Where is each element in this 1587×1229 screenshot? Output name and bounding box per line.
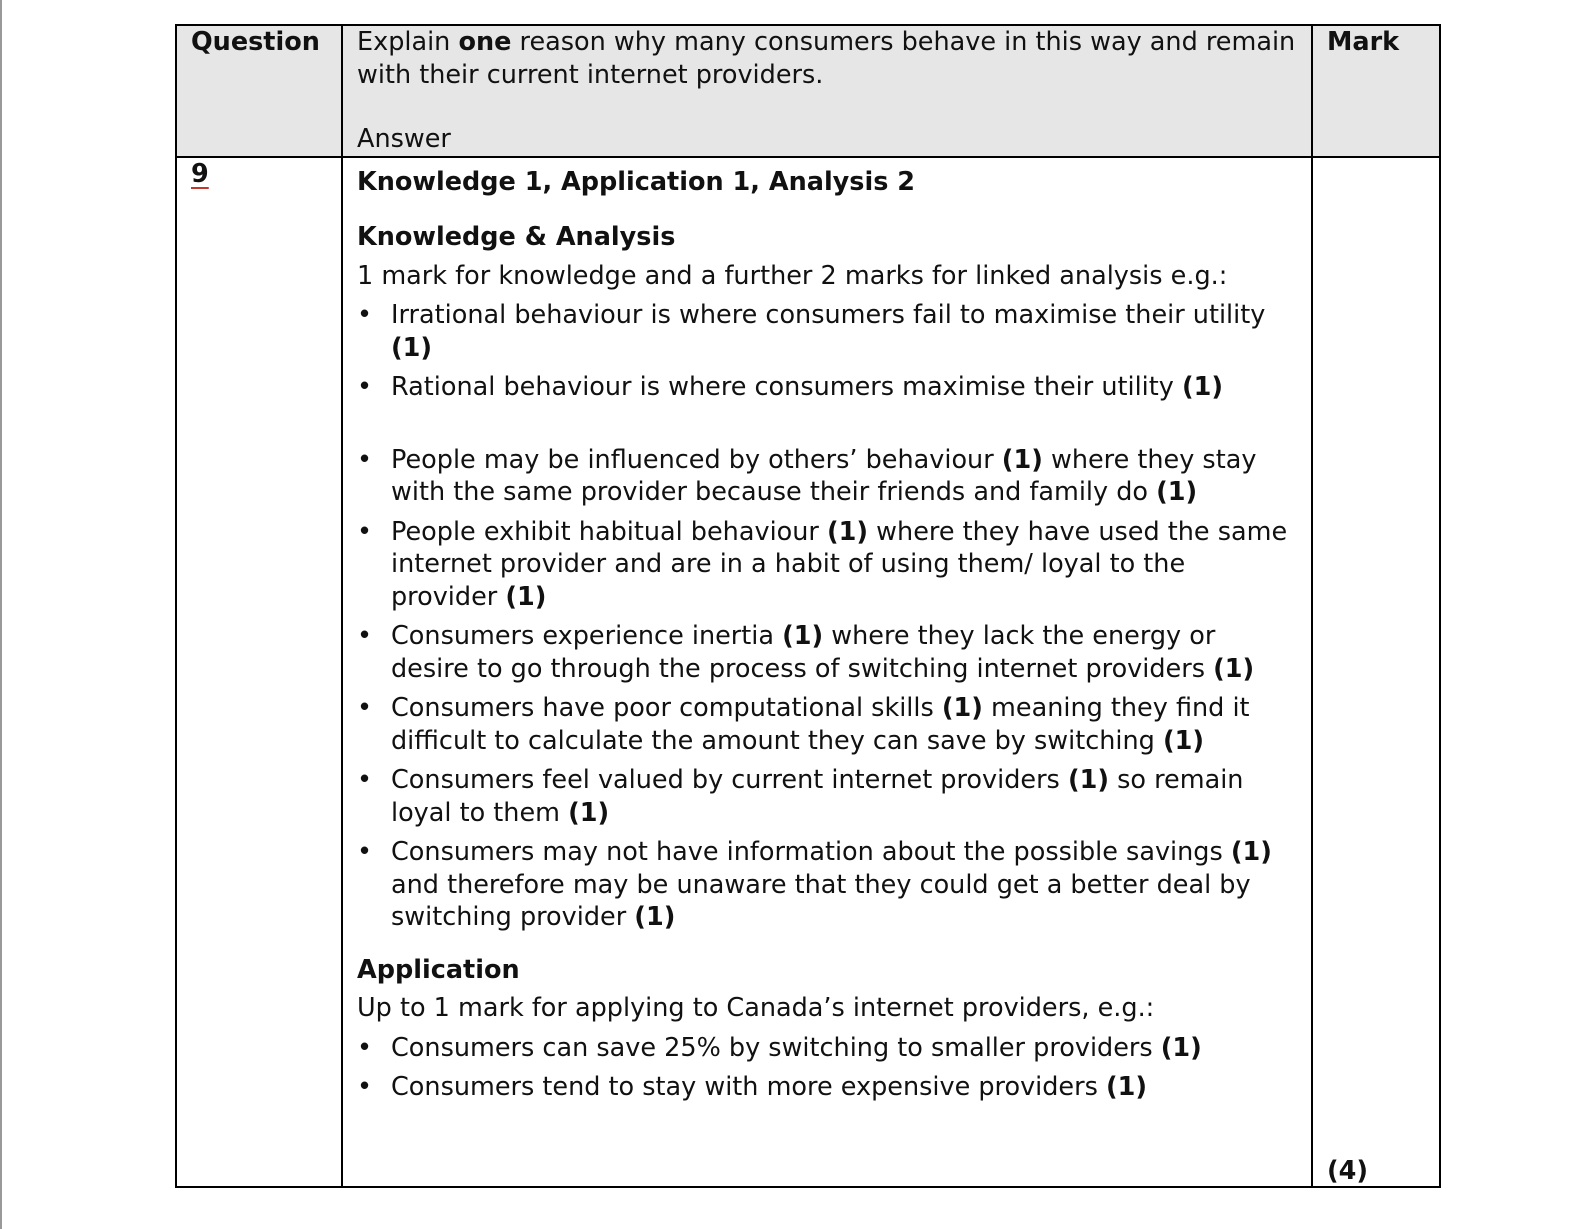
text-segment: and therefore may be unaware that they could get a better deal by switching provider (391, 869, 1251, 932)
text-segment: Consumers feel valued by current internet providers (391, 765, 1068, 795)
list-item (391, 692, 1297, 757)
bold-mark: (1) (634, 902, 676, 932)
list-item (391, 1032, 1297, 1065)
text-segment: meaning they find it difficult to calculate the amount they can save by switching (391, 693, 1250, 756)
text-segment: Explain (357, 27, 459, 57)
bold-mark: (1) (941, 693, 983, 723)
section-intro: Up to 1 mark for applying to Canada’s internet providers, e.g.: (357, 993, 1155, 1023)
total-mark: (4) (1327, 1156, 1369, 1186)
marks-summary: Knowledge 1, Application 1, Analysis 2 (357, 166, 916, 197)
answer-label: Answer (357, 124, 451, 154)
section-intro: 1 mark for knowledge and a further 2 marks for linked analysis e.g.: (357, 260, 1228, 291)
section-heading: Application (357, 954, 520, 985)
bullet-list (357, 1032, 1297, 1104)
bold-mark: (1) (1230, 837, 1272, 867)
list-item (391, 620, 1297, 685)
text-segment: where they lack the energy or desire to go through the process of switching internet providers (391, 621, 1216, 684)
text-segment: Consumers can save 25% by switching to smaller providers (391, 1032, 1161, 1063)
bold-mark: (1) (568, 797, 610, 828)
bold-mark: (1) (1213, 653, 1255, 684)
bold-mark: (1) (1156, 477, 1198, 507)
text-segment: Consumers have poor computational skills (391, 693, 942, 723)
text-segment: so remain loyal to them (391, 765, 1244, 828)
bold-mark: (1) (1162, 725, 1205, 756)
bold-mark: (1) (827, 516, 869, 547)
page-edge (0, 0, 2, 1229)
bold-mark: (1) (782, 621, 824, 651)
text-segment: where they have used the same internet provider and are in a habit of using them/ loyal to the provider (391, 516, 1288, 612)
text-segment: Irrational behaviour is where consumers fail to maximise their utility (391, 300, 1266, 330)
text-segment: People may be influenced by others’ behaviour (391, 444, 1002, 475)
mark-scheme-table (175, 24, 1441, 1188)
list-item (391, 516, 1297, 614)
section-heading: Knowledge & Analysis (357, 222, 676, 252)
list-item (391, 1071, 1297, 1104)
bold-mark: (1) (1001, 444, 1043, 475)
mark-label: Mark (1312, 25, 1440, 157)
text-segment: Consumers may not have information about the possible savings (391, 837, 1231, 867)
bold-mark: (1) (1067, 765, 1110, 795)
question-cell (342, 25, 1312, 157)
list-item (391, 764, 1297, 829)
text-segment: where they stay with the same provider because their friends and family do (391, 444, 1257, 507)
sections (357, 221, 1297, 1104)
question-text (357, 26, 1297, 91)
answer-row (176, 157, 1440, 1187)
bullet-list (357, 299, 1297, 404)
text-segment: Consumers tend to stay with more expensive providers (391, 1072, 1106, 1102)
bold-mark: (1) (1106, 1072, 1148, 1102)
bullet-list (357, 444, 1297, 934)
header-row (176, 25, 1440, 157)
bold-mark: one (458, 27, 512, 57)
text-segment: reason why many consumers behave in this way and remain with their current internet providers. (357, 27, 1296, 90)
question-label: Question (176, 25, 342, 157)
bold-mark: (1) (391, 332, 433, 363)
bold-mark: (1) (1160, 1032, 1202, 1063)
list-item (391, 371, 1297, 404)
text-segment: Consumers experience inertia (391, 621, 783, 651)
text-segment: People exhibit habitual behaviour (391, 516, 828, 547)
bold-mark: (1) (1181, 372, 1224, 402)
list-item (391, 444, 1297, 509)
list-item (391, 299, 1297, 364)
text-segment: Rational behaviour is where consumers maximise their utility (391, 372, 1182, 402)
question-number: 9 (191, 158, 209, 189)
list-item (391, 836, 1297, 934)
bold-mark: (1) (505, 581, 547, 612)
